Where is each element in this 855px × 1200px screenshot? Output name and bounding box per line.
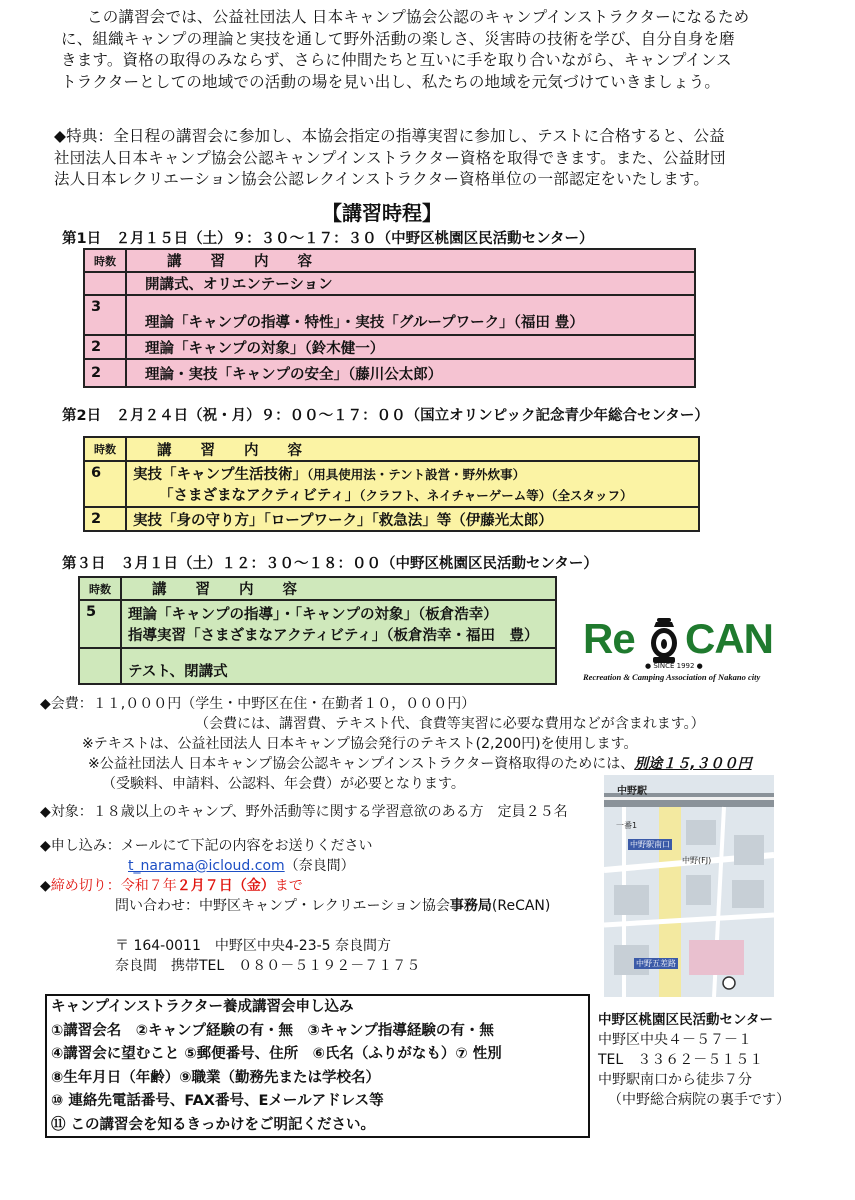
fee-line: （会費には、講習費、テキスト代、食費等実習に必要な費用などが含まれます。） (195, 716, 705, 732)
table-row (84, 295, 695, 335)
day3-heading: 第３日 ３月１日（土）１２：３０～１８：００（中野区桃園区民活動センター） (62, 556, 598, 572)
apply-section (40, 836, 600, 976)
activity-main: 実技「キャンプ生活技術」 (133, 467, 307, 483)
venue-address: 中野区中央４－５７－１ (598, 1032, 752, 1048)
contact-prefix: 問い合わせ：中野区キャンプ・レクリエーション協会 (115, 898, 450, 914)
map-graphic (604, 775, 774, 997)
day3-table (78, 576, 557, 685)
deadline-marker: ◆ (40, 878, 51, 894)
day1-table (83, 248, 696, 388)
row-hours: 5 (79, 600, 121, 648)
fee-line (40, 754, 800, 774)
fee-line: ◆会費：１１,０００円（学生・中野区在住・在勤者１０，０００円） (40, 696, 476, 712)
row-hours: 6 (84, 461, 126, 507)
form-line: ⑧生年月日（年齢）⑨職業（勤務先または学校名） (51, 1069, 381, 1086)
form-line: ④講習会に望むこと ⑤郵便番号、住所 ⑥氏名（ふりがなも）⑦ 性別 (51, 1046, 502, 1062)
logo-caption: Recreation & Camping Association of Nakano city (583, 672, 761, 682)
map-label: 中野駅南口 (630, 840, 670, 849)
schedule-title: 【講習時程】 (322, 201, 442, 225)
recan-logo (583, 615, 778, 687)
target-line: ◆対象：１８歳以上のキャンプ、野外活動等に関する学習意欲のある方 定員２５名 (40, 804, 568, 820)
activity-sub: （用具使用法・テント設営・野外炊事） (307, 467, 526, 482)
email-link[interactable]: t_narama@icloud.com (128, 858, 285, 874)
benefit-line: ◆特典：全日程の講習会に参加し、本協会指定の指導実習に参加し、テストに合格すると、公益 (54, 127, 725, 145)
table-row (84, 507, 699, 531)
form-line: ⑪ この講習会を知るきっかけをご明記ください。 (51, 1116, 376, 1133)
col-content-header: 講 習 内 容 (121, 577, 556, 600)
fee-extra-amount: 別途１５,３００円 (634, 756, 752, 772)
logo-text-right: CAN (685, 615, 773, 662)
intro-line: トラクターとしての地域での活動の場を見い出し、私たちの地域を元気づけていきましょう。 (61, 72, 721, 91)
row-hours: 2 (84, 359, 126, 387)
lantern-icon (644, 617, 684, 665)
row-content: 理論「キャンプの指導・特性」・実技「グループワーク」（福田 豊） (126, 295, 695, 335)
activity-staff: （全スタッフ） (551, 488, 633, 503)
intro-line: に、組織キャンプの理論と実技を通して野外活動の楽しさ、災害時の技術を学び、自分自身を磨 (61, 29, 735, 48)
deadline-label: 締め切り：令和７年 (50, 878, 177, 894)
table-header-row (84, 437, 699, 461)
table-row (84, 272, 695, 295)
benefit-line: 法人日本レクリエーション協会公認レクインストラクター資格単位の一部認定をいたします。 (54, 170, 710, 188)
venue-tel: TEL ３３６２－５１５１ (598, 1052, 764, 1068)
fee-line: （受験料、申請料、公認料、年会費）が必要となります。 (102, 776, 465, 792)
table-row (84, 359, 695, 387)
form-line: キャンプインストラクター養成講習会申し込み (51, 999, 354, 1015)
apply-line: ◆申し込み：メールにて下記の内容をお送りください (40, 838, 373, 854)
row-content: 実技「身の守り方」「ロープワーク」「救急法」等（伊藤光太郎） (126, 507, 699, 531)
col-content-header: 講 習 内 容 (126, 249, 695, 272)
form-line: ①講習会名 ②キャンプ経験の有・無 ③キャンプ指導経験の有・無 (51, 1022, 494, 1039)
fee-note: ※公益社団法人 日本キャンプ協会公認キャンプインストラクター資格取得のためには、 (88, 756, 635, 772)
day1-heading: 第1日 ２月１５日（土）９：３０～１７：３０（中野区桃園区民活動センター） (62, 231, 594, 247)
email-line (40, 856, 600, 876)
form-line: ⑩ 連絡先電話番号、FAX番号、Eメールアドレス等 (51, 1093, 384, 1109)
row-hours: 2 (84, 335, 126, 359)
row-hours: 2 (84, 507, 126, 531)
deadline-date: ２月７日（金） (176, 878, 275, 894)
venue-name: 中野区桃園区民活動センター (598, 1012, 773, 1028)
map-label: 一番1 (616, 821, 638, 830)
table-header-row (79, 577, 556, 600)
map-label-station: 中野駅 (617, 786, 647, 797)
map-label: 中野五差路 (636, 959, 676, 968)
venue-access: 中野駅南口から徒歩７分 (598, 1072, 752, 1088)
row-hours (84, 272, 126, 295)
row-content (121, 600, 556, 648)
row-content: テスト、閉講式 (121, 648, 556, 684)
deadline-suffix: まで (274, 878, 303, 894)
row-content: 開講式、オリエンテーション (126, 272, 695, 295)
day2-heading: 第2日 ２月２４日（祝・月）９：００～１７：００（国立オリンピック記念青少年総合センター） (62, 408, 709, 424)
email-note: （奈良間） (284, 858, 355, 874)
venue-note: （中野総合病院の裏手です） (608, 1092, 790, 1108)
row-content (126, 461, 699, 507)
table-row (79, 648, 556, 684)
col-content-header: 講 習 内 容 (126, 437, 699, 461)
row-content: 理論・実技「キャンプの安全」（藤川公太郎） (126, 359, 695, 387)
row-line: 理論「キャンプの指導」・「キャンプの対象」（板倉浩幸） (128, 607, 498, 623)
application-form-box (45, 994, 590, 1138)
row-content: 理論「キャンプの対象」（鈴木健一） (126, 335, 695, 359)
table-row (84, 335, 695, 359)
row-hours: 3 (84, 295, 126, 335)
intro-line: この講習会では、公益社団法人 日本キャンプ協会公認のキャンプインストラクターになるため (87, 8, 750, 26)
logo-text-left: Re (583, 615, 635, 662)
table-row (79, 600, 556, 648)
row-line: 指導実習「さまざまなアクティビティ」（板倉浩幸・福田 豊） (128, 628, 539, 644)
map-label: 中野(FJ) (682, 856, 712, 865)
contact-suffix: (ReCAN) (491, 898, 551, 914)
activity-main: 「さまざまなアクティビティ」 (159, 488, 360, 504)
benefit-paragraph (54, 126, 814, 191)
contact-line (40, 896, 600, 916)
phone-line: 奈良間 携帯TEL ０８０－５１９２－７１７５ (115, 958, 421, 974)
intro-paragraph (61, 7, 801, 93)
venue-map (604, 775, 774, 997)
deadline-line (40, 876, 600, 896)
day2-table (83, 436, 700, 532)
col-hours-header: 時数 (84, 249, 126, 272)
col-hours-header: 時数 (84, 437, 126, 461)
row-hours (79, 648, 121, 684)
address-line: 〒 164-0011 中野区中央4-23-5 奈良間方 (115, 938, 392, 954)
table-row (84, 461, 699, 507)
contact-office: 事務局 (449, 898, 492, 914)
benefit-line: 社団法人日本キャンプ協会公認キャンプインストラクター資格を取得できます。また、公益財団 (54, 148, 726, 167)
logo-since: ● SINCE 1992 ● (645, 662, 703, 670)
venue-info (598, 1010, 848, 1110)
table-header-row (84, 249, 695, 272)
col-hours-header: 時数 (79, 577, 121, 600)
fee-line: ※テキストは、公益社団法人 日本キャンプ協会発行のテキスト(2,200円)を使用します。 (82, 736, 638, 752)
intro-line: きます。資格の取得のみならず、さらに仲間たちと互いに手を取り合いながら、キャンプインス (61, 51, 732, 69)
activity-sub: （クラフト、ネイチャーゲーム等） (359, 488, 552, 503)
